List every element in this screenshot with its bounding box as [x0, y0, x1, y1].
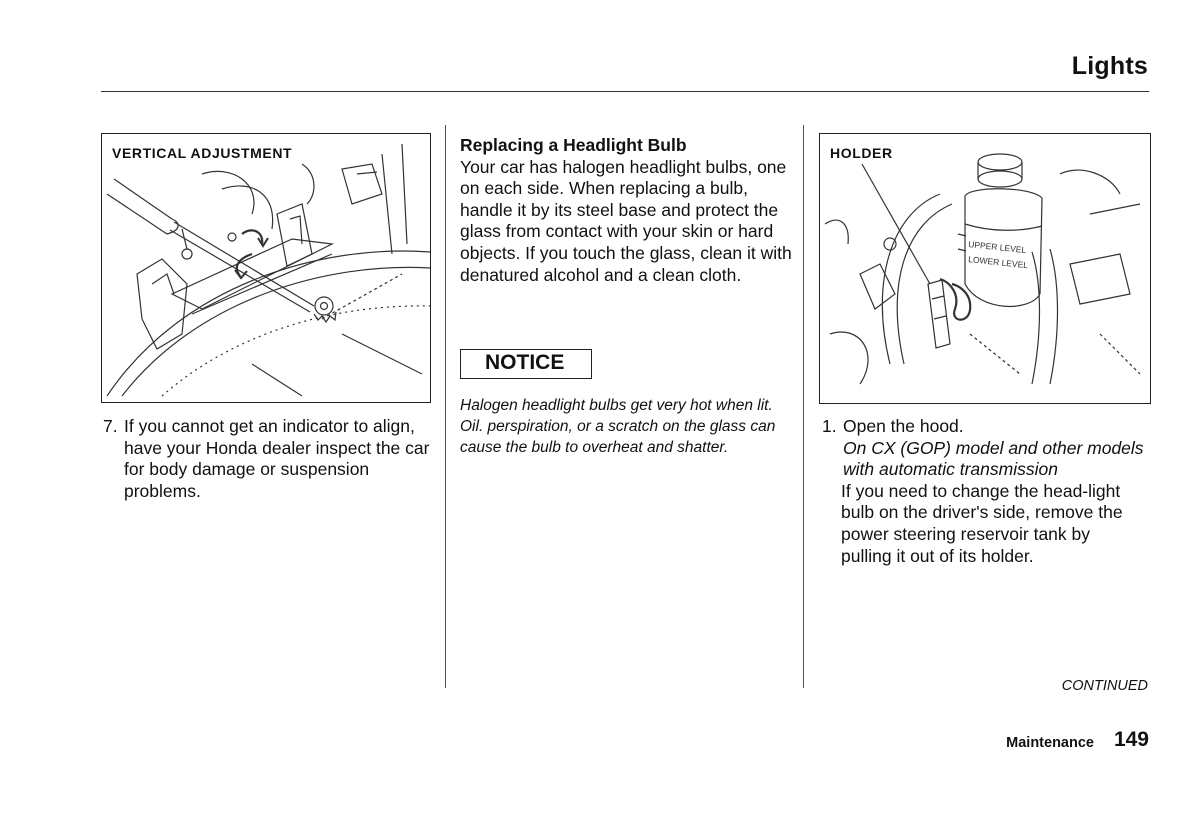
reservoir-holder-illustration — [820, 134, 1150, 403]
column-divider-right — [803, 125, 804, 688]
vertical-adjustment-figure — [101, 133, 431, 403]
section-paragraph: Your car has halogen headlight bulbs, one on each side. When replacing a bulb, handle it by its steel base and protect the glass from contact with your skin or hard objects. If you touch the glass, clean it with denatured alcohol and a clean cloth. — [460, 156, 792, 285]
section-heading: Replacing a Headlight Bulb — [460, 135, 687, 155]
notice-box — [460, 349, 592, 379]
vertical-adjustment-illustration — [102, 134, 430, 402]
footer-section: Maintenance — [1006, 735, 1094, 751]
step-text: If you cannot get an indicator to align, have your Honda dealer inspect the car for body damage or suspension problems. — [124, 416, 430, 501]
step-condition: On CX (GOP) model and other models with automatic transmission — [843, 437, 1144, 480]
page-number: 149 — [1113, 728, 1149, 751]
step-detail: If you need to change the head-light bulb on the driver's side, remove the power steering reservoir tank by pulling it out of its holder. — [841, 480, 1123, 566]
replacing-bulb-section — [460, 135, 792, 286]
step-number: 1. — [822, 416, 837, 436]
step-number: 7. — [103, 416, 118, 436]
notice-text: Halogen headlight bulbs get very hot when lit. Oil. perspiration, or a scratch on the glass can cause the bulb to overheat and shatter. — [460, 397, 776, 456]
figure-label-vertical-adjustment: VERTICAL ADJUSTMENT — [112, 145, 293, 161]
lower-level-label: LOWER LEVEL — [967, 254, 1029, 271]
figure-label-holder: HOLDER — [830, 145, 893, 161]
column-divider-left — [445, 125, 446, 688]
step-1 — [822, 416, 1152, 567]
page-title: Lights — [1071, 52, 1148, 80]
step-7 — [103, 416, 438, 502]
continued-label: CONTINUED — [1061, 678, 1148, 694]
notice-label: NOTICE — [485, 351, 565, 374]
upper-level-label: UPPER LEVEL — [967, 239, 1027, 256]
holder-figure — [819, 133, 1151, 404]
step-text: Open the hood. — [843, 416, 964, 436]
title-rule — [101, 91, 1149, 92]
